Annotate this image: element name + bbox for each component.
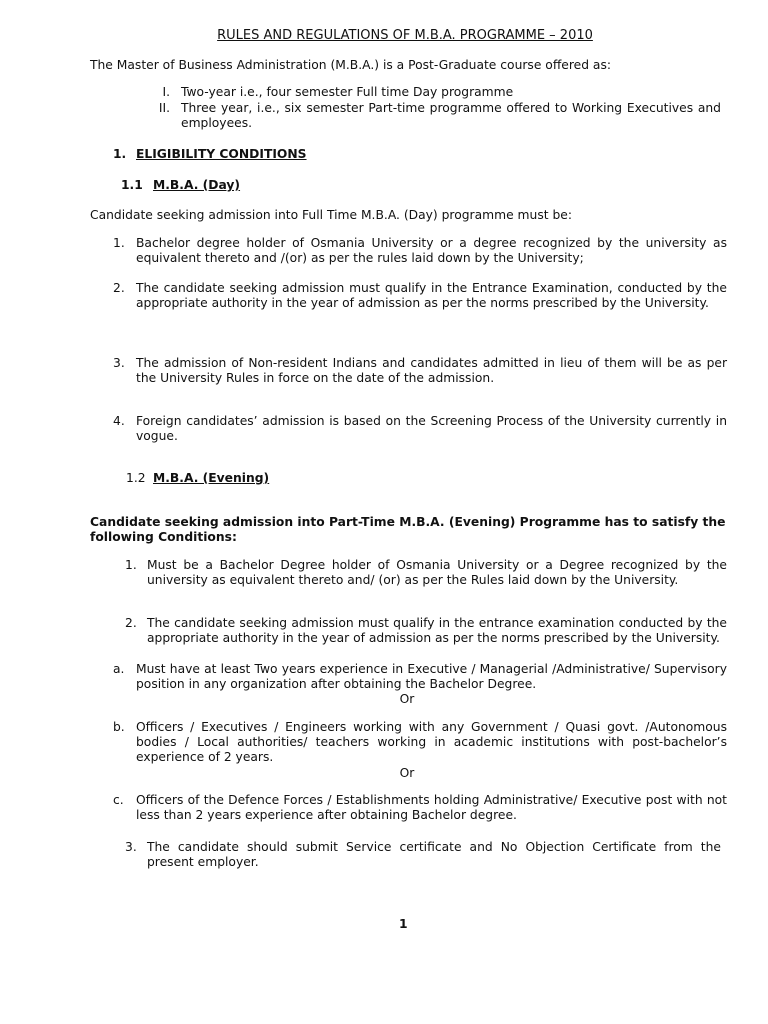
offer-text-1: Two-year i.e., four semester Full time Day programme xyxy=(181,85,514,99)
evening-item-1-text: Must be a Bachelor Degree holder of Osmania University or a Degree recognized by the university as equivalent thereto and/ (or) as per the Rules laid down by the University. xyxy=(147,558,727,587)
day-item-1-text: Bachelor degree holder of Osmania University or a degree recognized by the university as equivalent thereto and /(or) as per the rules laid down by the University; xyxy=(136,236,727,265)
section-1-1-number: 1.1 xyxy=(121,178,143,192)
section-1-number: 1. xyxy=(113,147,127,161)
intro-paragraph: The Master of Business Administration (M.B.A.) is a Post-Graduate course offered as: xyxy=(90,58,612,72)
or-separator-1: Or xyxy=(399,692,415,706)
section-1-2-number: 1.2 xyxy=(126,471,146,485)
evening-item-3-number: 3. xyxy=(125,840,137,854)
sub-item-b-number: b. xyxy=(113,720,125,734)
section-1-2-heading: M.B.A. (Evening) xyxy=(153,471,270,485)
page-number: 1 xyxy=(399,917,408,931)
day-item-2-number: 2. xyxy=(113,281,125,295)
day-intro: Candidate seeking admission into Full Time M.B.A. (Day) programme must be: xyxy=(90,208,572,222)
sub-item-a-text: Must have at least Two years experience in Executive / Managerial /Administrative/ Supervisory position in any organization after obtaining the Bachelor Degree. xyxy=(136,662,727,691)
evening-item-2-text: The candidate seeking admission must qualify in the entrance examination conducted by the appropriate authority in the year of admission as per the norms prescribed by the University. xyxy=(147,616,727,645)
sub-item-c-text: Officers of the Defence Forces / Establishments holding Administrative/ Executive post with not less than 2 years experience after obtaining Bachelor degree. xyxy=(136,793,727,822)
day-item-4-number: 4. xyxy=(113,414,125,428)
evening-item-1-number: 1. xyxy=(125,558,137,572)
section-1-1-heading: M.B.A. (Day) xyxy=(153,178,241,192)
day-item-3-number: 3. xyxy=(113,356,125,370)
day-item-2-text: The candidate seeking admission must qualify in the Entrance Examination, conducted by the appropriate authority in the year of admission as per the norms prescribed by the University. xyxy=(136,281,727,310)
day-item-1-number: 1. xyxy=(113,236,125,250)
page-title-text: RULES AND REGULATIONS OF M.B.A. PROGRAMME – 2010 xyxy=(217,28,593,43)
sub-item-c-number: c. xyxy=(113,793,124,807)
page-title xyxy=(0,28,768,43)
section-1-heading: ELIGIBILITY CONDITIONS xyxy=(136,147,307,161)
or-separator-2: Or xyxy=(399,766,415,780)
sub-item-a-number: a. xyxy=(113,662,125,676)
offer-number-1: I. xyxy=(162,85,170,99)
evening-item-3-text: The candidate should submit Service certificate and No Objection Certificate from the present employer. xyxy=(147,840,721,869)
evening-item-2-number: 2. xyxy=(125,616,137,630)
evening-intro: Candidate seeking admission into Part-Time M.B.A. (Evening) Programme has to satisfy the following Conditions: xyxy=(90,515,726,544)
sub-item-b-text: Officers / Executives / Engineers working with any Government / Quasi govt. /Autonomous bodies / Local authorities/ teachers working in academic institutions with post-bachelor’s experience of 2 years. xyxy=(136,720,727,764)
day-item-3-text: The admission of Non-resident Indians and candidates admitted in lieu of them will be as per the University Rules in force on the date of the admission. xyxy=(136,356,727,385)
offer-text-2: Three year, i.e., six semester Part-time programme offered to Working Executives and employees. xyxy=(181,101,721,130)
day-item-4-text: Foreign candidates’ admission is based on the Screening Process of the University currently in vogue. xyxy=(136,414,727,443)
offer-number-2: II. xyxy=(158,101,170,115)
